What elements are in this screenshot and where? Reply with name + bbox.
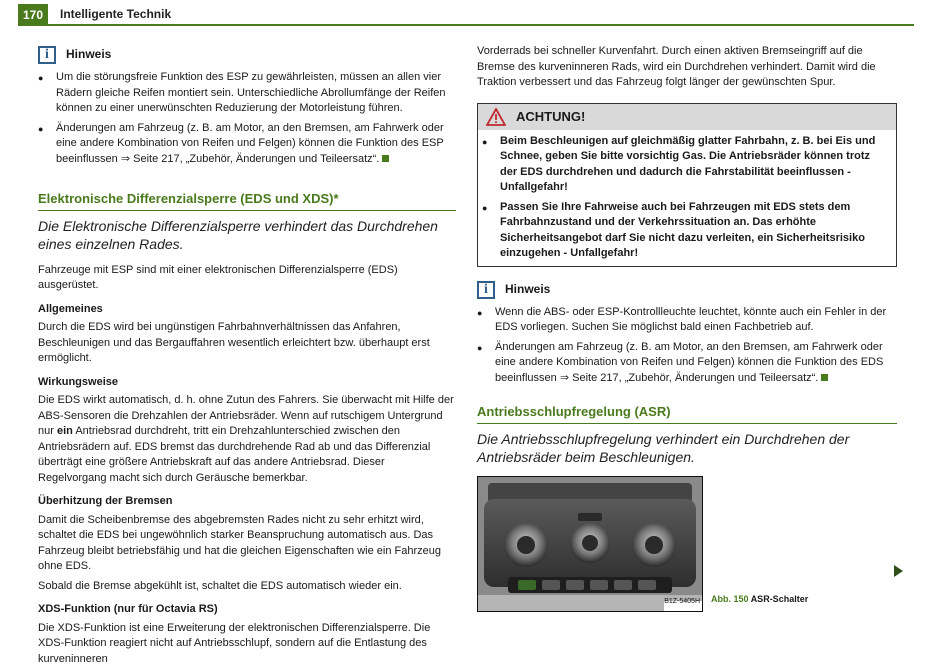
warning-triangle-icon xyxy=(486,108,506,126)
info-icon: i xyxy=(38,46,56,64)
end-marker-icon xyxy=(382,155,389,162)
header-rule xyxy=(48,24,914,26)
subheading-ueberhitzung: Überhitzung der Bremsen xyxy=(38,494,456,510)
page-number: 170 xyxy=(18,4,48,26)
figure-caption xyxy=(711,592,808,608)
section-lead: Die Elektronische Differenzialsperre verhindert das Durchdrehen eines einzelnen Rades. xyxy=(38,217,456,253)
note-bullet xyxy=(38,70,456,117)
note-bullet xyxy=(477,340,897,387)
figure-code: B1Z-5405H xyxy=(664,594,700,610)
note-bullet xyxy=(477,305,897,336)
note-text: Änderungen am Fahrzeug (z. B. am Motor, an den Bremsen, am Fahrwerk oder eine andere Kombination von Reifen und Felgen) können die Funktion des ESP beeinflussen ⇒ Seite 217, „Zubehör, Änderungen und Teileersatz“. xyxy=(56,121,456,168)
chapter-title: Intelligente Technik xyxy=(60,7,171,21)
section-title-eds: Elektronische Differenzialsperre (EDS und XDS)* xyxy=(38,191,456,211)
figure xyxy=(477,476,897,612)
info-icon: i xyxy=(477,281,495,299)
asr-switch-photo xyxy=(477,476,703,612)
warning-text: Passen Sie Ihre Fahrweise auch bei Fahrzeugen mit EDS stets dem Fahrbahnzustand und der Verkehrssituation an. Das erhöhte Sicherheitsangebot darf Sie nicht dazu verleiten, ein Sicherheitsrisiko einzugehen - Unfallgefahr! xyxy=(500,200,890,262)
bullet-icon: ● xyxy=(482,200,500,262)
figure-title: ASR-Schalter xyxy=(751,594,809,604)
bullet-icon: ● xyxy=(482,134,500,196)
warning-body xyxy=(478,130,896,266)
bullet-icon: ● xyxy=(477,305,495,336)
section-title-asr: Antriebsschlupfregelung (ASR) xyxy=(477,404,897,424)
paragraph: Die EDS wirkt automatisch, d. h. ohne Zutun des Fahrers. Sie überwacht mit Hilfe der ABS-Sensoren die Drehzahlen der Antriebsräder. Wenn auf rutschigem Untergrund nur ein Antriebsrad durchdreht, tritt ein Drehzahlunterschied zwischen den Antriebsrädern auf. EDS bremst das durchdrehende Rad ab und das Differenzial überträgt eine größere Antriebskraft auf das andere Antriebsrad. Dieser Regelvorgang macht sich durch Geräusche bemerkbar. xyxy=(38,393,456,486)
bullet-icon: ● xyxy=(38,121,56,168)
right-column xyxy=(477,44,897,612)
page-reference[interactable]: Seite 217, „Zubehör, Änderungen und Teileersatz“. xyxy=(133,153,379,165)
warning-bullet xyxy=(482,134,890,196)
left-column xyxy=(38,46,456,667)
subheading-xds: XDS-Funktion (nur für Octavia RS) xyxy=(38,602,456,618)
note-title: Hinweis xyxy=(66,47,111,63)
section-lead: Die Antriebsschlupfregelung verhindert ein Durchdrehen der Antriebsräder beim Beschleunigen. xyxy=(477,430,897,466)
note-text: Um die störungsfreie Funktion des ESP zu gewährleisten, müssen an allen vier Rädern gleiche Reifen montiert sein. Unterschiedliche Abrollumfänge der Reifen können zu einer unerwünschten Reduzierung der Motorleistung führen. xyxy=(56,70,456,117)
intro-text: Fahrzeuge mit ESP sind mit einer elektronischen Differenzialsperre (EDS) ausgerüstet. xyxy=(38,263,456,294)
page-reference[interactable]: Seite 217, „Zubehör, Änderungen und Teileersatz“. xyxy=(572,372,818,384)
figure-number: Abb. 150 xyxy=(711,594,749,604)
warning-heading xyxy=(478,104,896,130)
dashboard-illustration xyxy=(478,477,702,611)
warning-text: Beim Beschleunigen auf gleichmäßig glatter Fahrbahn, z. B. bei Eis und Schnee, geben Sie bitte vorsichtig Gas. Die Antriebsräder können trotz der EDS durchdrehen und dadurch die Fahrstabilität beeinflussen - Unfallgefahr! xyxy=(500,134,890,196)
reference-arrow-icon: ⇒ xyxy=(121,153,130,165)
note-text: Wenn die ABS- oder ESP-Kontrollleuchte leuchtet, könnte auch ein Fehler in der EDS vorliegen. Suchen Sie möglichst bald einen Fachbetrieb auf. xyxy=(495,305,897,336)
next-page-arrow-icon[interactable] xyxy=(894,565,903,577)
paragraph: Die XDS-Funktion ist eine Erweiterung der elektronischen Differenzialsperre. Die XDS-Funktion reagiert nicht auf Antriebsschlupf, sondern auf die Entlastung des kurveninneren xyxy=(38,621,456,667)
bullet-icon: ● xyxy=(477,340,495,387)
subheading-wirkungsweise: Wirkungsweise xyxy=(38,375,456,391)
reference-arrow-icon: ⇒ xyxy=(560,372,569,384)
paragraph: Sobald die Bremse abgekühlt ist, schaltet die EDS automatisch wieder ein. xyxy=(38,579,456,595)
end-marker-icon xyxy=(821,374,828,381)
paragraph: Vorderrads bei schneller Kurvenfahrt. Durch einen aktiven Bremseingriff auf die Bremse des kurveninneren Rads, wird ein Durchdrehen verhindert. Damit wird die Traktion verbessert und das Fahrzeug folgt länger der gewünschten Spur. xyxy=(477,44,897,91)
warning-box xyxy=(477,103,897,267)
note-heading xyxy=(38,46,456,64)
note-title: Hinweis xyxy=(505,282,550,298)
note-text: Änderungen am Fahrzeug (z. B. am Motor, an den Bremsen, am Fahrwerk oder eine andere Kombination von Reifen und Felgen) können die Funktion des EDS beeinflussen ⇒ Seite 217, „Zubehör, Änderungen und Teileersatz“. xyxy=(495,340,897,387)
bullet-icon: ● xyxy=(38,70,56,117)
warning-bullet xyxy=(482,200,890,262)
note-bullet xyxy=(38,121,456,168)
warning-title: ACHTUNG! xyxy=(516,109,585,125)
paragraph: Durch die EDS wird bei ungünstigen Fahrbahnverhältnissen das Anfahren, Beschleunigen und das Bergauffahren wesentlich erleichtert bzw. überhaupt erst ermöglicht. xyxy=(38,320,456,367)
paragraph: Damit die Scheibenbremse des abgebremsten Rades nicht zu sehr erhitzt wird, schaltet die EDS bei ungewöhnlich starker Beanspruchung automatisch aus. Das Fahrzeug bleibt betriebsfähig und hat die gleichen Eigenschaften wie ein Fahrzeug ohne EDS. xyxy=(38,513,456,575)
subheading-allgemeines: Allgemeines xyxy=(38,302,456,318)
page-header xyxy=(18,0,914,26)
note-heading xyxy=(477,281,897,299)
